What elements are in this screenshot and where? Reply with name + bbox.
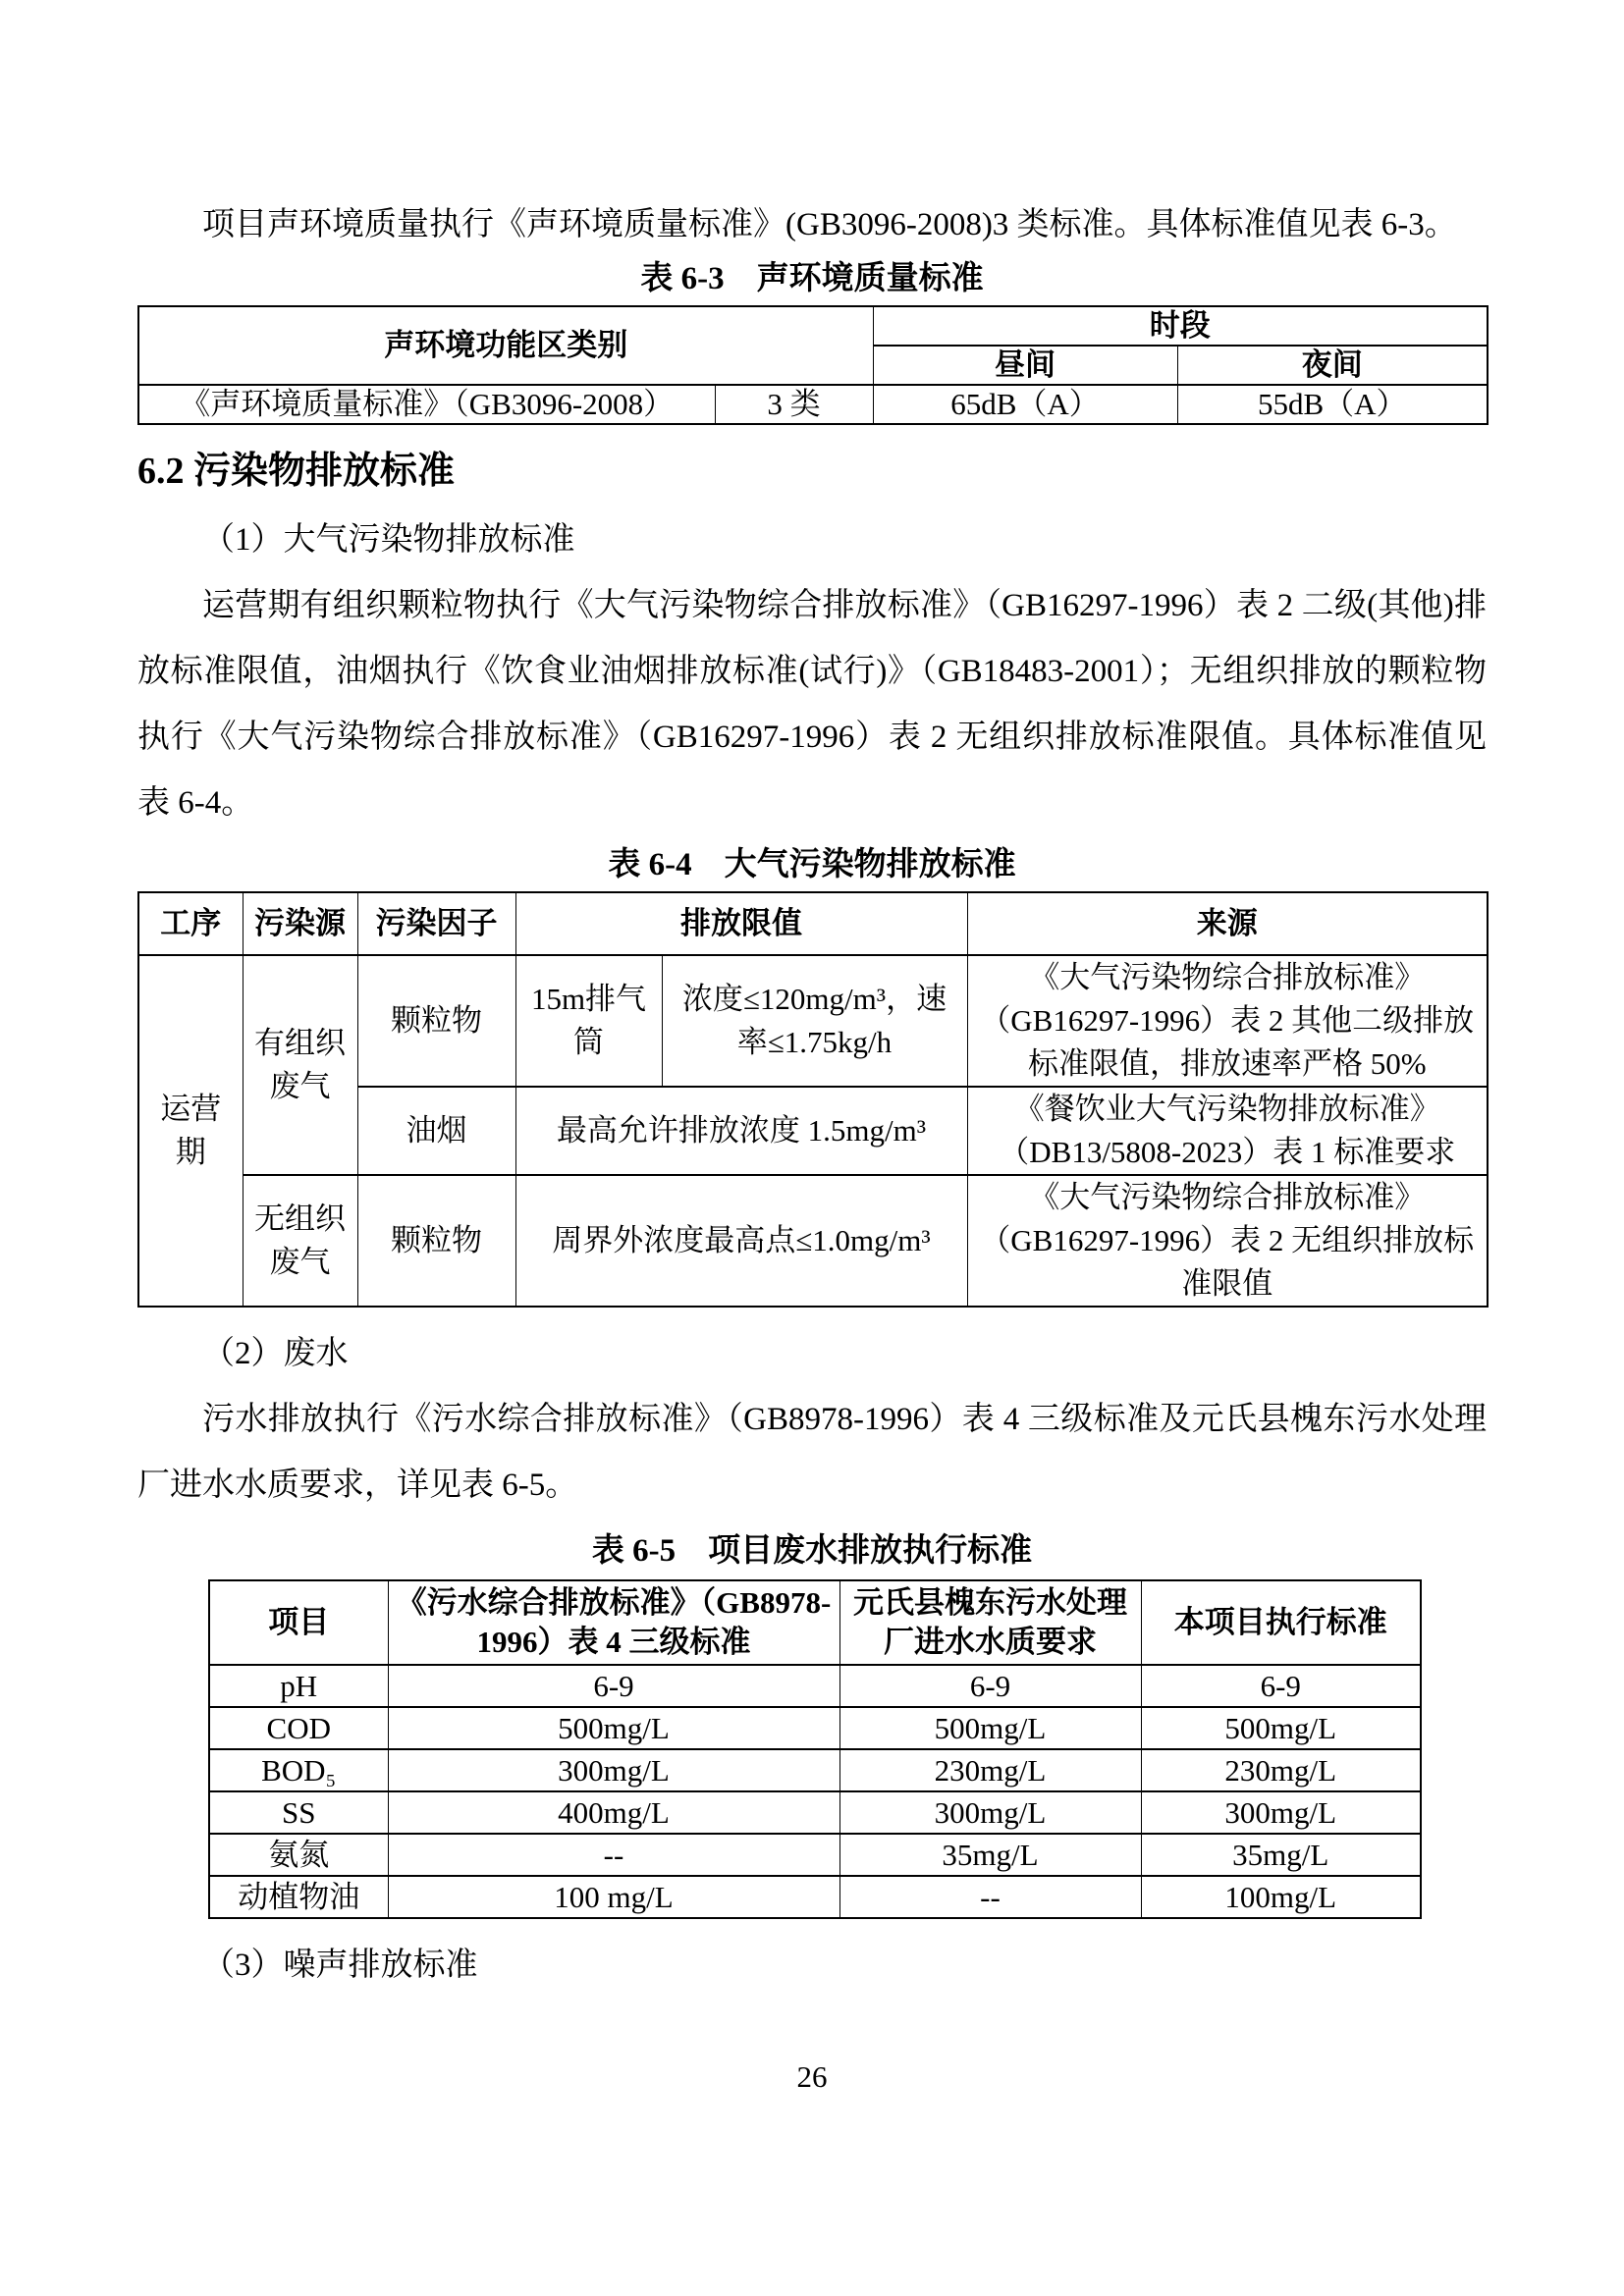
table-row: [209, 1665, 1421, 1707]
header-cell-noise-category: 声环境功能区类别: [138, 306, 873, 385]
intro-paragraph: 项目声环境质量执行《声环境质量标准》(GB3096-2008)3 类标准。具体标准值见表 6-3。: [202, 207, 1457, 242]
table-row: [209, 1876, 1421, 1918]
table-cell-night-value: 55dB（A）: [1177, 385, 1488, 424]
table-cell-param: COD: [209, 1707, 388, 1749]
header-cell-night: 夜间: [1177, 346, 1488, 385]
table-6-3-caption: 表 6-3 声环境质量标准: [640, 261, 984, 296]
table-cell: 230mg/L: [1141, 1749, 1421, 1791]
table-cell: 300mg/L: [388, 1749, 839, 1791]
table-cell-limit-value: 浓度≤120mg/m³，速率≤1.75kg/h: [662, 955, 967, 1087]
table-cell: 6-9: [839, 1665, 1141, 1707]
table-cell-param: BOD₅: [209, 1749, 388, 1791]
table-cell: 300mg/L: [839, 1791, 1141, 1834]
table-cell-factor: 油烟: [357, 1087, 515, 1175]
table-cell-limit-outlet: 15m排气筒: [515, 955, 662, 1087]
header-cell-wwtp: 元氏县槐东污水处理厂进水水质要求: [839, 1580, 1141, 1665]
table-cell: 100 mg/L: [388, 1876, 839, 1918]
table-row: [138, 385, 1488, 424]
table-cell-param: SS: [209, 1791, 388, 1834]
table-cell-standard: 《声环境质量标准》（GB3096-2008）: [138, 385, 715, 424]
table-cell: --: [839, 1876, 1141, 1918]
table-row: [209, 1749, 1421, 1791]
table-row: [209, 1834, 1421, 1876]
header-cell-gb8978: 《污水综合排放标准》（GB8978-1996）表 4 三级标准: [388, 1580, 839, 1665]
table-cell: 500mg/L: [388, 1707, 839, 1749]
list-item-1: （1）大气污染物排放标准: [202, 522, 575, 558]
table-cell: 500mg/L: [839, 1707, 1141, 1749]
header-cell-item: 项目: [209, 1580, 388, 1665]
list-item-2: （2）废水: [202, 1336, 349, 1371]
header-cell-source: 污染源: [243, 892, 357, 955]
header-cell-day: 昼间: [873, 346, 1177, 385]
header-cell-period: 时段: [873, 306, 1488, 346]
table-cell: 230mg/L: [839, 1749, 1141, 1791]
table-cell-param: 动植物油: [209, 1876, 388, 1918]
table-row: [209, 1707, 1421, 1749]
table-cell: 100mg/L: [1141, 1876, 1421, 1918]
header-cell-factor: 污染因子: [357, 892, 515, 955]
table-cell: 6-9: [388, 1665, 839, 1707]
table-cell-day-value: 65dB（A）: [873, 385, 1177, 424]
air-standard-paragraph: 运营期有组织颗粒物执行《大气污染物综合排放标准》（GB16297-1996）表 2 二级(其他)排放标准限值，油烟执行《饮食业油烟排放标准(试行)》（GB18483-2001）；无组织排放的颗粒物执行《大气污染物综合排放标准》（GB16297-1996）表 2 无组织排放标准限值。具体标准值见表 6-4。: [137, 588, 1487, 821]
header-cell-limit: 排放限值: [515, 892, 967, 955]
table-cell-factor: 颗粒物: [357, 1175, 515, 1307]
table-cell: 400mg/L: [388, 1791, 839, 1834]
table-cell-origin: 《大气污染物综合排放标准》（GB16297-1996）表 2 其他二级排放标准限值，排放速率严格 50%: [967, 955, 1488, 1087]
table-cell-origin: 《大气污染物综合排放标准》（GB16297-1996）表 2 无组织排放标准限值: [967, 1175, 1488, 1307]
page-number: 26: [796, 2059, 828, 2094]
table-cell-factor: 颗粒物: [357, 955, 515, 1087]
table-cell: --: [388, 1834, 839, 1876]
table-cell: 6-9: [1141, 1665, 1421, 1707]
table-6-5: [208, 1579, 1422, 1919]
table-cell-organized-source: 有组织废气: [243, 955, 357, 1175]
table-cell-unorganized-source: 无组织废气: [243, 1175, 357, 1307]
table-cell-class: 3 类: [715, 385, 873, 424]
table-row: [138, 955, 1488, 1087]
table-cell: 300mg/L: [1141, 1791, 1421, 1834]
water-standard-paragraph: 污水排放执行《污水综合排放标准》（GB8978-1996）表 4 三级标准及元氏县槐东污水处理厂进水水质要求，详见表 6-5。: [137, 1402, 1487, 1503]
table-6-4-caption: 表 6-4 大气污染物排放标准: [608, 847, 1016, 882]
list-item-3: （3）噪声排放标准: [202, 1948, 478, 1983]
table-cell-process: 运营期: [138, 955, 243, 1307]
table-row: [209, 1791, 1421, 1834]
table-cell: 500mg/L: [1141, 1707, 1421, 1749]
header-cell-project: 本项目执行标准: [1141, 1580, 1421, 1665]
table-cell-limit-value: 最高允许排放浓度 1.5mg/m³: [515, 1087, 967, 1175]
page-content: [137, 0, 1487, 1999]
header-cell-process: 工序: [138, 892, 243, 955]
section-heading-6-2: 6.2 污染物排放标准: [137, 451, 456, 492]
header-cell-origin: 来源: [967, 892, 1488, 955]
table-6-4: [137, 891, 1489, 1308]
table-cell-param: 氨氮: [209, 1834, 388, 1876]
table-row: [138, 1175, 1488, 1307]
table-cell-param: pH: [209, 1665, 388, 1707]
table-cell-limit-value: 周界外浓度最高点≤1.0mg/m³: [515, 1175, 967, 1307]
table-cell-origin: 《餐饮业大气污染物排放标准》（DB13/5808-2023）表 1 标准要求: [967, 1087, 1488, 1175]
table-cell: 35mg/L: [839, 1834, 1141, 1876]
table-6-3: [137, 305, 1489, 425]
table-6-5-caption: 表 6-5 项目废水排放执行标准: [591, 1533, 1033, 1569]
table-cell: 35mg/L: [1141, 1834, 1421, 1876]
